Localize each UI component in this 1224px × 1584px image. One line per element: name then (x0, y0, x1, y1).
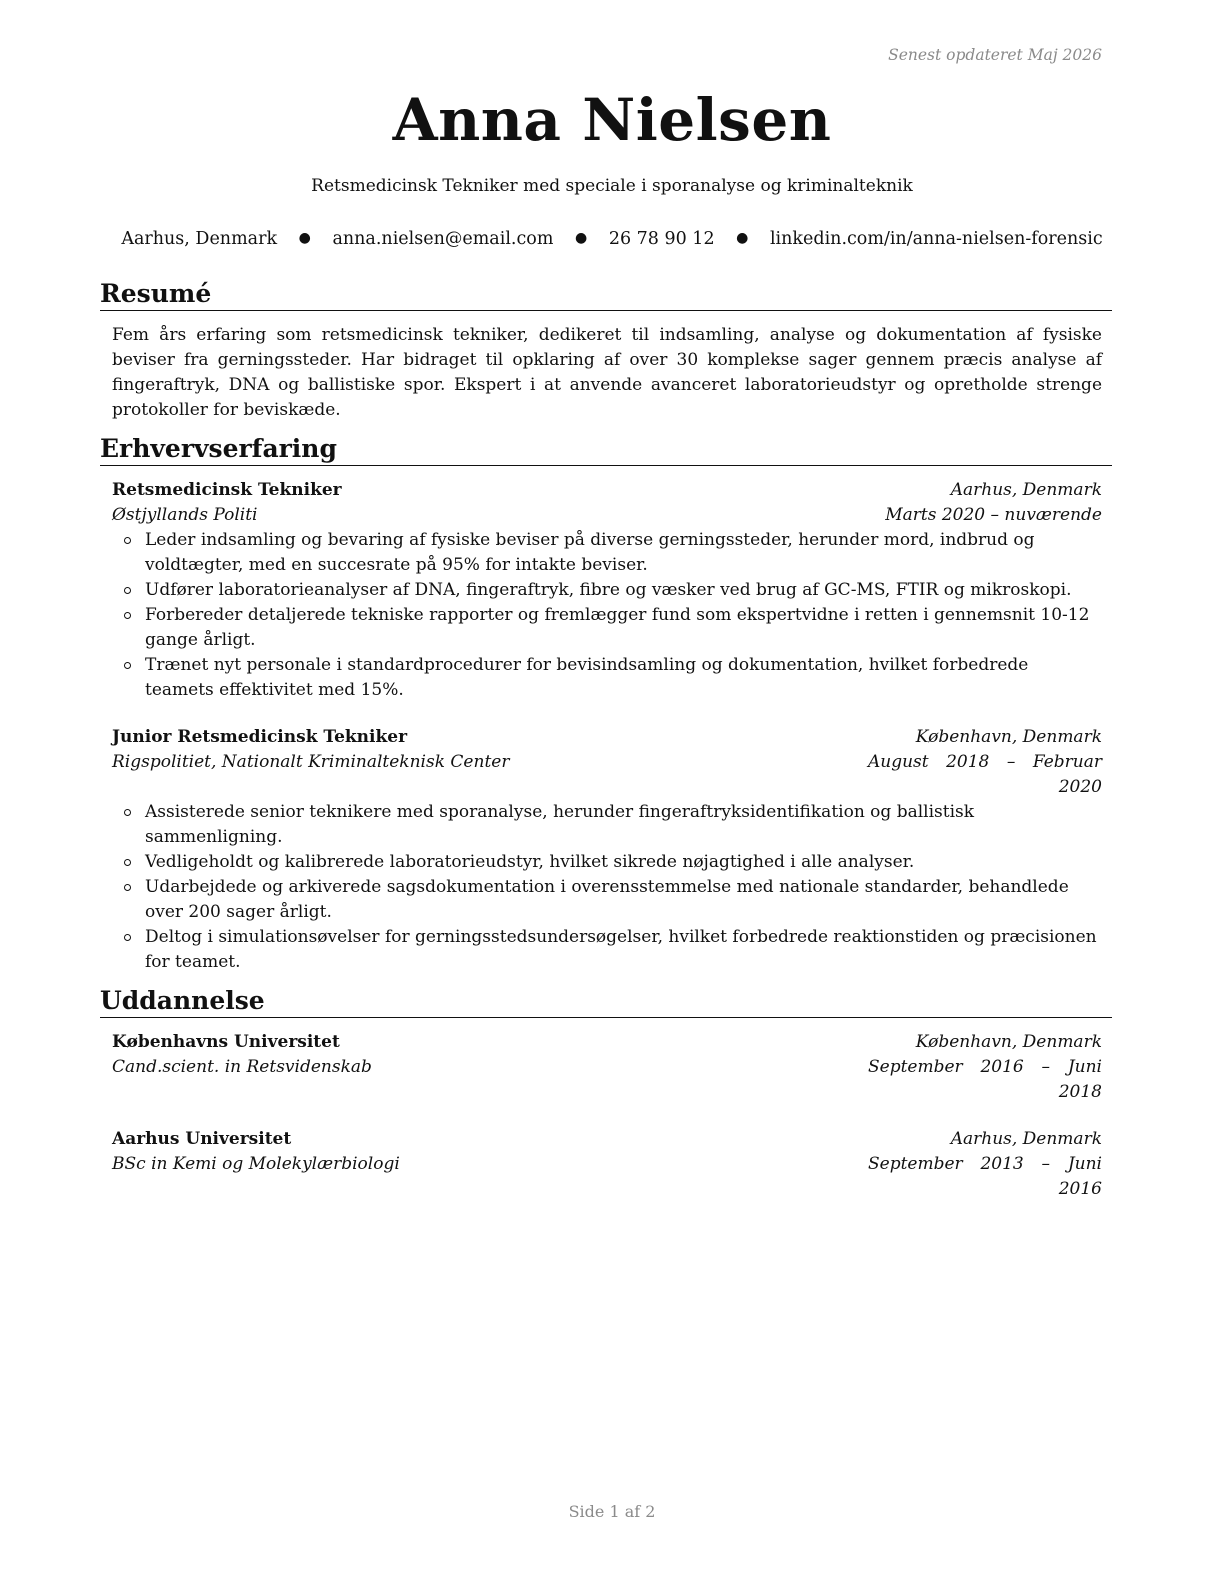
education-entry (112, 1030, 1102, 1105)
bullet-text: Forbereder detaljerede tekniske rapporter og fremlægger fund som ekspertvidne i retten i gennemsnit 10-12 gange årligt. (145, 605, 1090, 650)
bullet-separator-icon: ● (575, 230, 588, 246)
summary-text: Fem års erfaring som retsmedicinsk tekniker, dedikeret til indsamling, analyse og dokumentation af fysiske beviser fra gerningssteder. Har bidraget til opklaring af over 30 komplekse sager gennem præcis analyse af fingeraftryk, DNA og ballistiske spor. Ekspert i at anvende avanceret laboratorieudstyr og opretholde strenge protokoller for beviskæde. (112, 325, 1102, 420)
school-name: Københavns Universitet (112, 1032, 340, 1052)
bullet-text: Trænet nyt personale i standardprocedurer for bevisindsamling og dokumentation, hvilket forbedrede teamets effektivitet med 15%. (145, 655, 1029, 700)
bullet-text: Udfører laboratorieanalyser af DNA, fingeraftryk, fibre og væsker ved brug af GC-MS, FTIR og mikroskopi. (145, 580, 1072, 600)
job-bullets (112, 528, 1102, 703)
circle-bullet-icon (124, 809, 131, 816)
list-item (112, 850, 1102, 875)
list-item (112, 875, 1102, 925)
job-dates: August 2018 – Februar 2020 (868, 752, 1102, 797)
job-entry (112, 725, 1102, 975)
degree: Cand.scient. in Retsvidenskab (112, 1057, 372, 1077)
school-name: Aarhus Universitet (112, 1129, 292, 1149)
education-dates: September 2013 – Juni 2016 (868, 1154, 1102, 1199)
bullet-text: Leder indsamling og bevaring af fysiske beviser på diverse gerningssteder, herunder mord, indbrud og voldtægter, med en succesrate på 95% for intakte beviser. (145, 530, 1035, 575)
section-title-education: Uddannelse (100, 985, 1112, 1018)
job-dates: Marts 2020 – nuværende (885, 505, 1102, 525)
contact-location: Aarhus, Denmark (121, 229, 278, 249)
job-entry (112, 478, 1102, 703)
job-location: København, Denmark (915, 727, 1102, 747)
list-item (112, 578, 1102, 603)
job-title: Junior Retsmedicinsk Tekniker (112, 727, 408, 747)
list-item (112, 925, 1102, 975)
candidate-name: Anna Nielsen (392, 86, 832, 154)
circle-bullet-icon (124, 859, 131, 866)
job-title: Retsmedicinsk Tekniker (112, 480, 342, 500)
school-location: København, Denmark (915, 1032, 1102, 1052)
last-updated: Senest opdateret Maj 2026 (888, 46, 1102, 64)
section-title-summary: Resumé (100, 278, 1112, 311)
job-employer: Østjyllands Politi (112, 505, 258, 525)
bullet-separator-icon: ● (298, 230, 311, 246)
circle-bullet-icon (124, 587, 131, 594)
list-item (112, 603, 1102, 653)
section-title-experience: Erhvervserfaring (100, 433, 1112, 466)
contact-email[interactable]: anna.nielsen@email.com (332, 229, 554, 249)
education-dates: September 2016 – Juni 2018 (868, 1057, 1102, 1102)
list-item (112, 653, 1102, 703)
contact-phone[interactable]: 26 78 90 12 (608, 229, 715, 249)
bullet-text: Vedligeholdt og kalibrerede laboratorieudstyr, hvilket sikrede nøjagtighed i alle analyser. (145, 852, 915, 872)
page-number: Side 1 af 2 (568, 1502, 656, 1521)
education-entry (112, 1127, 1102, 1202)
bullet-text: Udarbejdede og arkiverede sagsdokumentation i overensstemmelse med nationale standarder, behandlede over 200 sager årligt. (145, 877, 1069, 922)
bullet-text: Deltog i simulationsøvelser for gerningsstedsundersøgelser, hvilket forbedrede reaktionstiden og præcisionen for teamet. (145, 927, 1097, 972)
education-list (100, 1030, 1112, 1202)
job-bullets (112, 800, 1102, 975)
resume-body (100, 278, 1112, 1224)
circle-bullet-icon (124, 884, 131, 891)
circle-bullet-icon (124, 934, 131, 941)
list-item (112, 800, 1102, 850)
circle-bullet-icon (124, 537, 131, 544)
bullet-separator-icon: ● (736, 230, 749, 246)
circle-bullet-icon (124, 612, 131, 619)
circle-bullet-icon (124, 662, 131, 669)
degree: BSc in Kemi og Molekylærbiologi (112, 1154, 400, 1174)
list-item (112, 528, 1102, 578)
tagline: Retsmedicinsk Tekniker med speciale i sporanalyse og kriminalteknik (311, 176, 913, 196)
contact-line (0, 229, 1224, 249)
bullet-text: Assisterede senior teknikere med sporanalyse, herunder fingeraftryksidentifikation og ballistisk sammenligning. (145, 802, 975, 847)
contact-linkedin[interactable]: linkedin.com/in/anna-nielsen-forensic (769, 229, 1103, 249)
job-location: Aarhus, Denmark (950, 480, 1102, 500)
school-location: Aarhus, Denmark (950, 1129, 1102, 1149)
job-employer: Rigspolitiet, Nationalt Kriminalteknisk Center (112, 752, 510, 772)
